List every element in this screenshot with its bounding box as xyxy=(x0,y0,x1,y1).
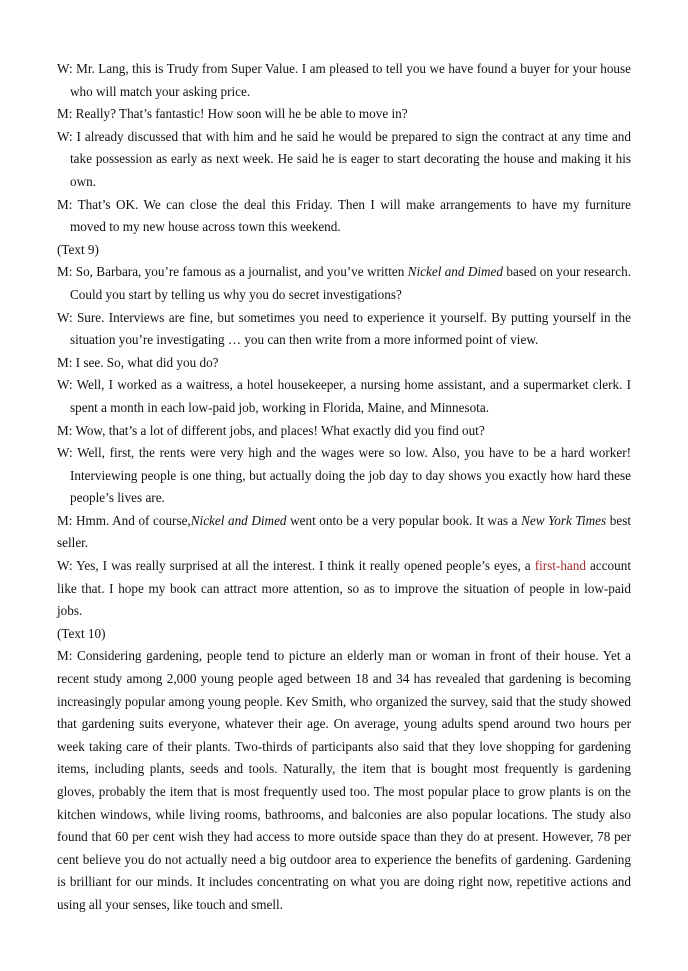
dialogue-line: W: I already discussed that with him and he said he would be prepared to sign the contract at any time and take possession as early as next week. He said he is eager to start decorating the house and making it his own. xyxy=(57,128,631,189)
monologue-paragraph: M: Considering gardening, people tend to picture an elderly man or woman in front of their house. Yet a recent study among 2,000 young people aged between 18 and 34 has revealed that gardening is becoming increasingly popular among young people. Kev Smith, who organized the survey, said that the study showed that gardening suits everyone, whatever their age. On average, young adults spend around two hours per week taking care of their plants. Two-thirds of participants also said that they love shopping for gardening items, including plants, seeds and tools. Naturally, the item that is bought most frequently is gardening gloves, probably the item that is most frequently used too. The most popular place to grow plants is on the kitchen windows, while living rooms, bathrooms, and balconies are also popular locations. The study also found that 60 per cent wish they had access to more outside space than they do at present. However, 78 per cent believe you do not actually need a big outdoor area to experience the benefits of gardening. Gardening is brilliant for our minds. It includes concentrating on what you are doing right now, repetitive actions and using all your senses, like touch and smell. xyxy=(57,648,631,912)
dialogue-line xyxy=(57,555,631,623)
dialogue-line: W: Well, I worked as a waitress, a hotel housekeeper, a nursing home assistant, and a supermarket clerk. I spent a month in each low-paid job, working in Florida, Maine, and Minnesota. xyxy=(57,377,631,415)
line-text: M: Hmm. And of course, xyxy=(57,512,191,528)
book-title: Nickel and Dimed xyxy=(190,512,287,528)
dialogue-line: M: Really? That’s fantastic! How soon will he be able to move in? xyxy=(57,106,408,122)
dialogue-line: W: Mr. Lang, this is Trudy from Super Value. I am pleased to tell you we have found a buyer for your house who will match your asking price. xyxy=(57,61,631,99)
section-heading-text9: (Text 9) xyxy=(57,241,99,257)
section-heading-text10: (Text 10) xyxy=(57,625,106,641)
dialogue-line: M: Wow, that’s a lot of different jobs, and places! What exactly did you find out? xyxy=(57,422,485,438)
dialogue-line: M: I see. So, what did you do? xyxy=(57,354,219,370)
dialogue-line xyxy=(57,510,631,555)
dialogue-line xyxy=(57,261,631,306)
highlighted-word: first-hand xyxy=(534,558,586,574)
document-page xyxy=(57,58,631,917)
line-text: based on your research. Could you start by telling us why you do secret investigations? xyxy=(70,264,631,302)
line-text: account like that. I hope my book can attract more attention, so as to improve the situation of people in low-paid jobs. xyxy=(57,558,631,619)
line-text: went onto be a very popular book. It was a xyxy=(286,512,522,528)
dialogue-line: W: Sure. Interviews are fine, but sometimes you need to experience it yourself. By putting yourself in the situation you’re investigating … you can then write from a more informed point of view. xyxy=(57,309,631,348)
newspaper-title: New York Times xyxy=(521,512,607,528)
dialogue-line: W: Well, first, the rents were very high and the wages were so low. Also, you have to be a hard worker! Interviewing people is one thing, but actually doing the job day to day shows you exactly how hard these people’s lives are. xyxy=(57,445,631,506)
line-text: best seller. xyxy=(57,512,631,551)
line-text: W: Yes, I was really surprised at all the interest. I think it really opened people’s eyes, a xyxy=(57,558,535,574)
book-title: Nickel and Dimed xyxy=(407,264,503,280)
dialogue-line: M: That’s OK. We can close the deal this Friday. Then I will make arrangements to have my furniture moved to my new house across town this weekend. xyxy=(57,196,631,235)
line-text: M: So, Barbara, you’re famous as a journalist, and you’ve written xyxy=(57,264,408,280)
